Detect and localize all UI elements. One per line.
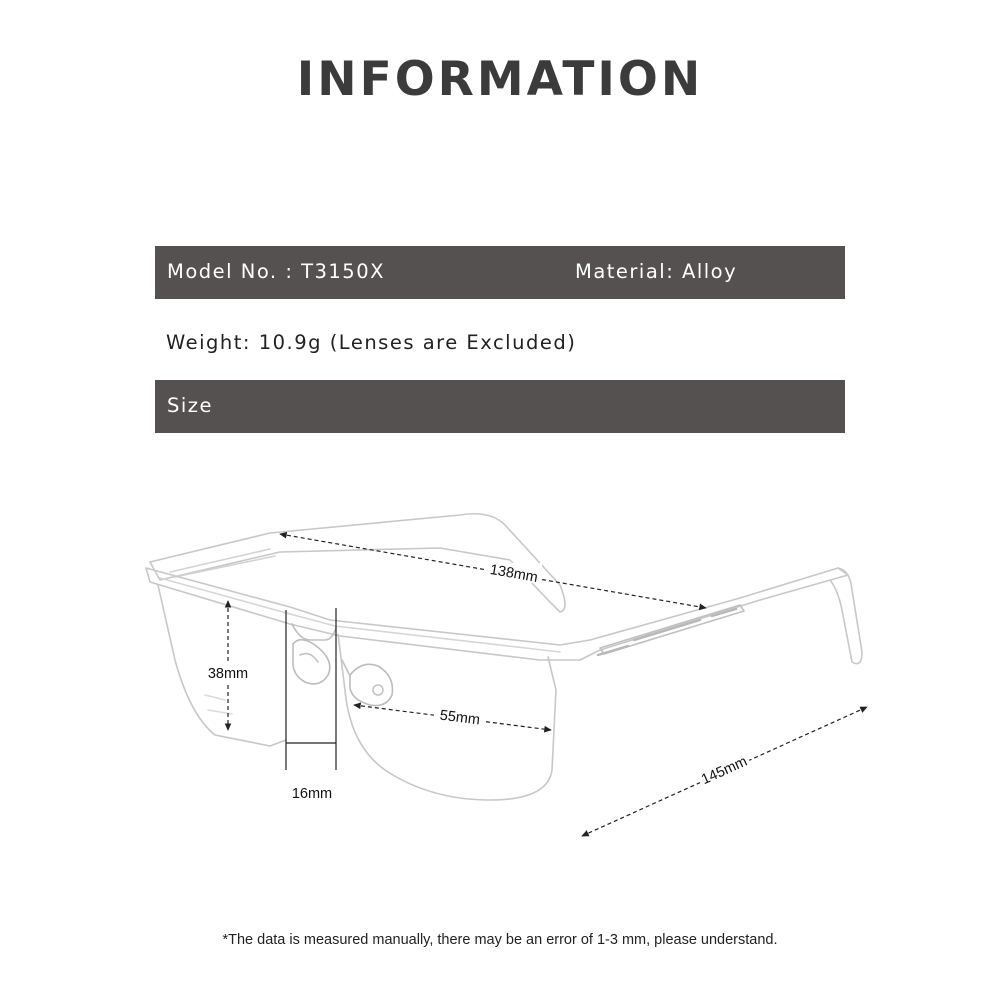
bridge-reference-lines <box>286 608 336 770</box>
lens-height-label: 38mm <box>207 666 249 682</box>
model-number-label: Model No. : T3150X <box>167 260 385 283</box>
lens-width-label: 55mm <box>438 707 481 729</box>
near-temple-tip <box>830 568 862 664</box>
page-title: INFORMATION <box>296 52 704 107</box>
right-nose-pad <box>350 664 392 705</box>
frame-width-label: 145mm <box>699 753 750 789</box>
temple-length-label: 138mm <box>488 561 540 586</box>
size-label: Size <box>167 394 214 417</box>
left-nose-pad <box>293 640 330 684</box>
measurement-footnote: *The data is measured manually, there may be an error of 1-3 mm, please understand. <box>222 932 778 948</box>
bridge-width-label: 16mm <box>291 786 333 802</box>
material-label: Material: Alloy <box>575 260 738 283</box>
weight-label: Weight: 10.9g (Lenses are Excluded) <box>166 331 577 354</box>
eyeglasses-frame-illustration <box>146 514 862 800</box>
